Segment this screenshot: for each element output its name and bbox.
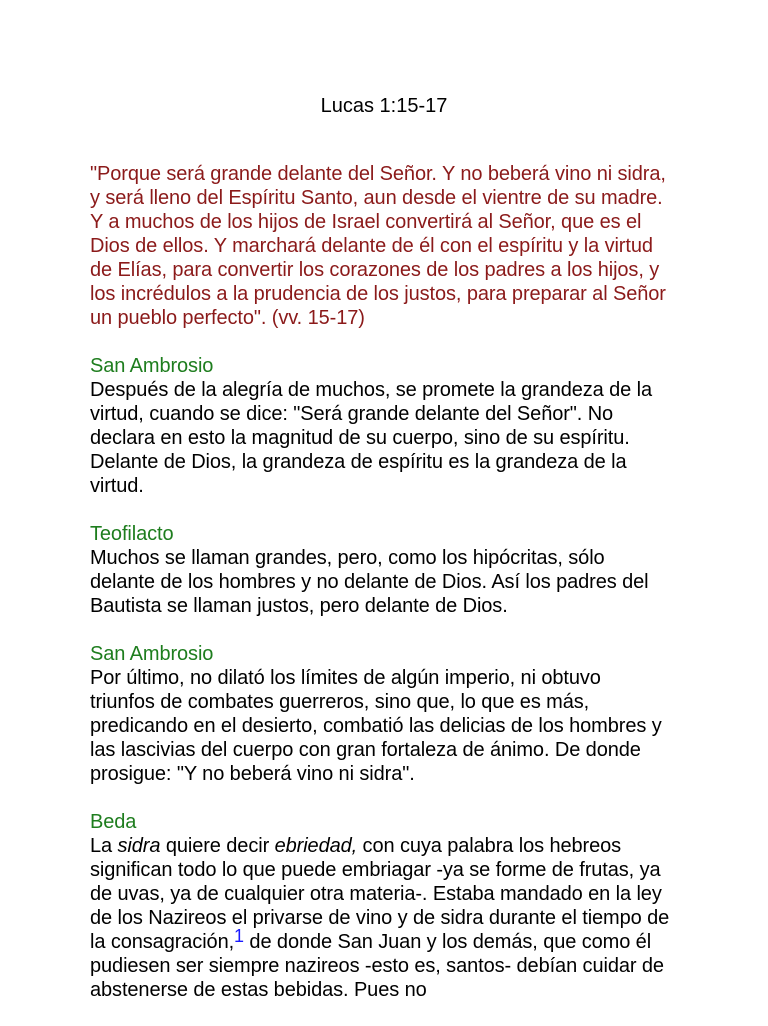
section-text: Por último, no dilató los límites de algún imperio, ni obtuvo triunfos de combates guerreros, sino que, lo que es más, predicando en el desierto, combatió las delicias de los hombres y las lascivias del cuerpo con gran fortaleza de ánimo. De donde prosigue: "Y no beberá vino ni sidra". xyxy=(90,667,662,785)
section-author: San Ambrosio xyxy=(90,355,214,377)
commentary-section xyxy=(90,522,670,618)
commentary-section xyxy=(90,642,670,786)
document-content xyxy=(90,162,670,1026)
section-text: Muchos se llaman grandes, pero, como los hipócritas, sólo delante de los hombres y no delante de Dios. Así los padres del Bautista se llaman justos, pero delante de Dios. xyxy=(90,547,649,617)
section-text: Después de la alegría de muchos, se promete la grandeza de la virtud, cuando se dice: "Será grande delante del Señor". No declara en esto la magnitud de su cuerpo, sino de su espíritu. Delante de Dios, la grandeza de espíritu es la grandeza de la virtud. xyxy=(90,379,653,497)
section-author: San Ambrosio xyxy=(90,643,214,665)
emphasized-term: sidra xyxy=(117,835,161,857)
commentary-section xyxy=(90,810,670,1002)
text-run: de donde San Juan y los demás, que como él pudiesen ser siempre nazireos -esto es, santos- debían cuidar de abstenerse de estas bebidas. Pues no xyxy=(90,931,664,1001)
footnote-link[interactable]: 1 xyxy=(234,926,244,946)
scripture-quote: "Porque será grande delante del Señor. Y no beberá vino ni sidra, y será lleno del Espíritu Santo, aun desde el vientre de su madre. Y a muchos de los hijos de Israel convertirá al Señor, que es el Dios de ellos. Y marchará delante de él con el espíritu y la virtud de Elías, para convertir los corazones de los padres a los hijos, y los incrédulos a la prudencia de los justos, para preparar al Señor un pueblo perfecto". (vv. 15-17) xyxy=(90,163,666,329)
section-author: Teofilacto xyxy=(90,523,174,545)
text-run: quiere decir xyxy=(160,835,275,857)
text-run: La xyxy=(90,835,118,857)
section-author: Beda xyxy=(90,811,137,833)
section-text xyxy=(90,834,670,1002)
commentary-section xyxy=(90,354,670,498)
emphasized-term: ebriedad, xyxy=(274,835,358,857)
text-run: con cuya palabra los hebreos significan todo lo que puede embriagar -ya se forme de frutas, ya de uvas, ya de cualquier otra materia-. Estaba mandado en la ley de los Nazireos el privarse de vino y de sidra durante el tiempo de la consagración, xyxy=(90,835,670,953)
page-title: Lucas 1:15-17 xyxy=(320,95,448,117)
